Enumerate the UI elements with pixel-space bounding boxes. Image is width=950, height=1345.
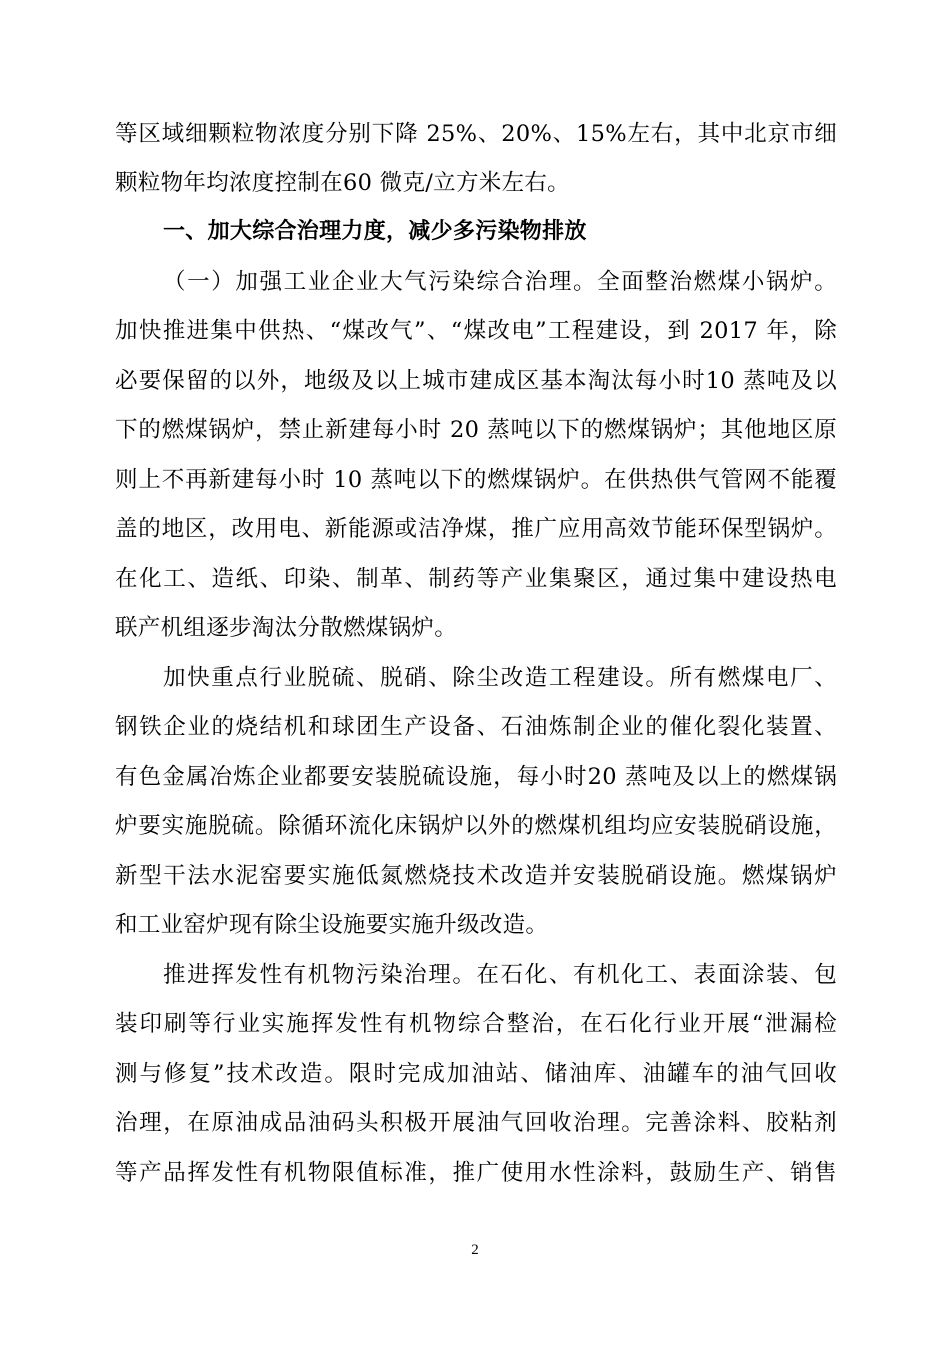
body-text-line: 下的燃煤锅炉，禁止新建每小时 20 蒸吨以下的燃煤锅炉；其他地区原 xyxy=(115,417,837,443)
body-text-line: 有色金属冶炼企业都要安装脱硫设施，每小时20 蒸吨及以上的燃煤锅 xyxy=(115,764,837,790)
body-text-line: 加快重点行业脱硫、脱硝、除尘改造工程建设。所有燃煤电厂、 xyxy=(163,665,837,691)
body-text-line: 必要保留的以外，地级及以上城市建成区基本淘汰每小时10 蒸吨及以 xyxy=(115,368,837,394)
body-text-line: 联产机组逐步淘汰分散燃煤锅炉。 xyxy=(115,615,458,641)
body-text-line: 等区域细颗粒物浓度分别下降 25%、20%、15%左右，其中北京市细 xyxy=(115,121,837,147)
body-text-line: 推进挥发性有机物污染治理。在石化、有机化工、表面涂装、包 xyxy=(163,962,837,988)
body-text-line: 装印刷等行业实施挥发性有机物综合整治，在石化行业开展“泄漏检 xyxy=(115,1011,837,1037)
body-text-line: 颗粒物年均浓度控制在60 微克/立方米左右。 xyxy=(115,170,570,196)
body-text-line: 则上不再新建每小时 10 蒸吨以下的燃煤锅炉。在供热供气管网不能覆 xyxy=(115,467,837,493)
body-text-line: 在化工、造纸、印染、制革、制药等产业集聚区，通过集中建设热电 xyxy=(115,566,837,592)
section-heading: 一、加大综合治理力度，减少多污染物排放 xyxy=(163,219,587,244)
body-text-line: 炉要实施脱硫。除循环流化床锅炉以外的燃煤机组均应安装脱硝设施， xyxy=(115,813,837,839)
body-text-line: 测与修复”技术改造。限时完成加油站、储油库、油罐车的油气回收 xyxy=(115,1061,837,1087)
body-text-line: 和工业窑炉现有除尘设施要实施升级改造。 xyxy=(115,912,549,938)
body-text-line: 新型干法水泥窑要实施低氮燃烧技术改造并安装脱硝设施。燃煤锅炉 xyxy=(115,863,837,889)
body-text-line: 等产品挥发性有机物限值标准，推广使用水性涂料，鼓励生产、销售 xyxy=(115,1160,837,1186)
body-text-line: 治理，在原油成品油码头积极开展油气回收治理。完善涂料、胶粘剂 xyxy=(115,1110,837,1136)
body-text-line: （一）加强工业企业大气污染综合治理。全面整治燃煤小锅炉。 xyxy=(163,269,837,295)
body-text-line: 盖的地区，改用电、新能源或洁净煤，推广应用高效节能环保型锅炉。 xyxy=(115,516,837,542)
body-text-line: 加快推进集中供热、“煤改气”、“煤改电”工程建设，到 2017 年，除 xyxy=(115,318,837,344)
body-text-line: 钢铁企业的烧结机和球团生产设备、石油炼制企业的催化裂化装置、 xyxy=(115,714,837,740)
page-number: 2 xyxy=(471,1242,479,1258)
